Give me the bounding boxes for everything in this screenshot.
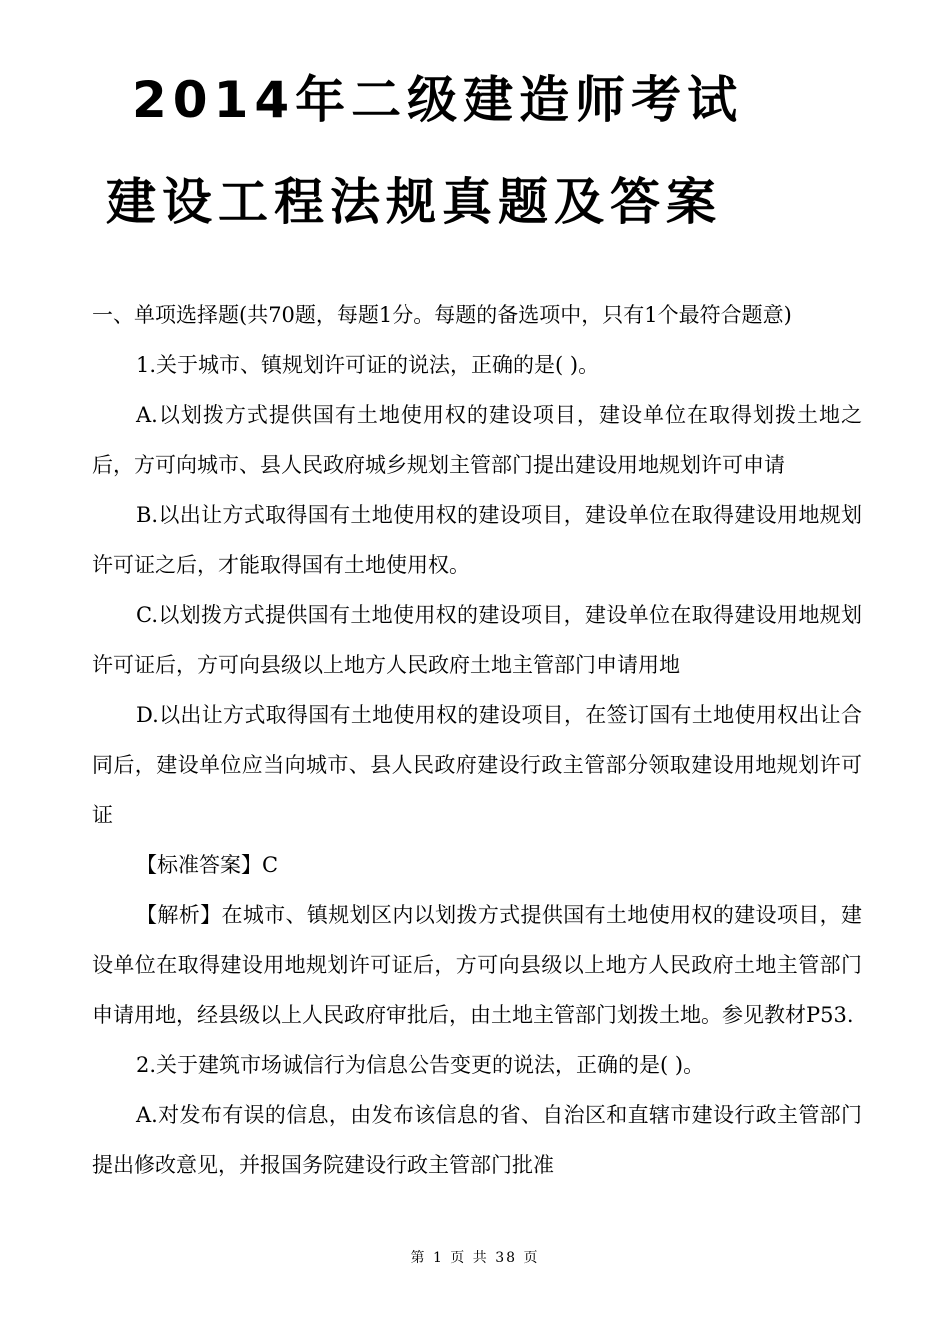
question-1-option-d: D.以出让方式取得国有土地使用权的建设项目，在签订国有土地使用权出让合同后，建设单位应当向城市、县人民政府建设行政主管部分领取建设用地规划许可证 xyxy=(92,703,862,827)
title-line-1: 2014年二级建造师考试 xyxy=(132,71,744,129)
question-1-stem: 1.关于城市、镇规划许可证的说法，正确的是( )。 xyxy=(136,353,600,377)
section-heading: 一、单项选择题(共70题，每题1分。每题的备选项中，只有1个最符合题意) xyxy=(92,303,792,327)
question-1-option-b: B.以出让方式取得国有土地使用权的建设项目，建设单位在取得建设用地规划许可证之后，才能取得国有土地使用权。 xyxy=(92,503,862,577)
page-footer: 第 1 页 共 38 页 xyxy=(410,1250,540,1266)
question-1-answer: 【标准答案】C xyxy=(136,853,279,877)
title-line-2: 建设工程法规真题及答案 xyxy=(106,173,722,231)
question-2-stem: 2.关于建筑市场诚信行为信息公告变更的说法，正确的是( )。 xyxy=(136,1053,705,1077)
question-1-analysis: 【解析】在城市、镇规划区内以划拨方式提供国有土地使用权的建设项目，建设单位在取得建设用地规划许可证后，方可向县级以上地方人民政府土地主管部门申请用地，经县级以上人民政府审批后，由土地主管部门划拨土地。参见教材P53. xyxy=(92,903,862,1027)
question-2-option-a: A.对发布有误的信息，由发布该信息的省、自治区和直辖市建设行政主管部门提出修改意见，并报国务院建设行政主管部门批准 xyxy=(92,1103,862,1177)
document-body xyxy=(92,290,862,1190)
question-1-option-c: C.以划拨方式提供国有土地使用权的建设项目，建设单位在取得建设用地规划许可证后，方可向县级以上地方人民政府土地主管部门申请用地 xyxy=(92,603,862,677)
question-1-option-a: A.以划拨方式提供国有土地使用权的建设项目，建设单位在取得划拨土地之后，方可向城市、县人民政府城乡规划主管部门提出建设用地规划许可申请 xyxy=(92,403,862,477)
